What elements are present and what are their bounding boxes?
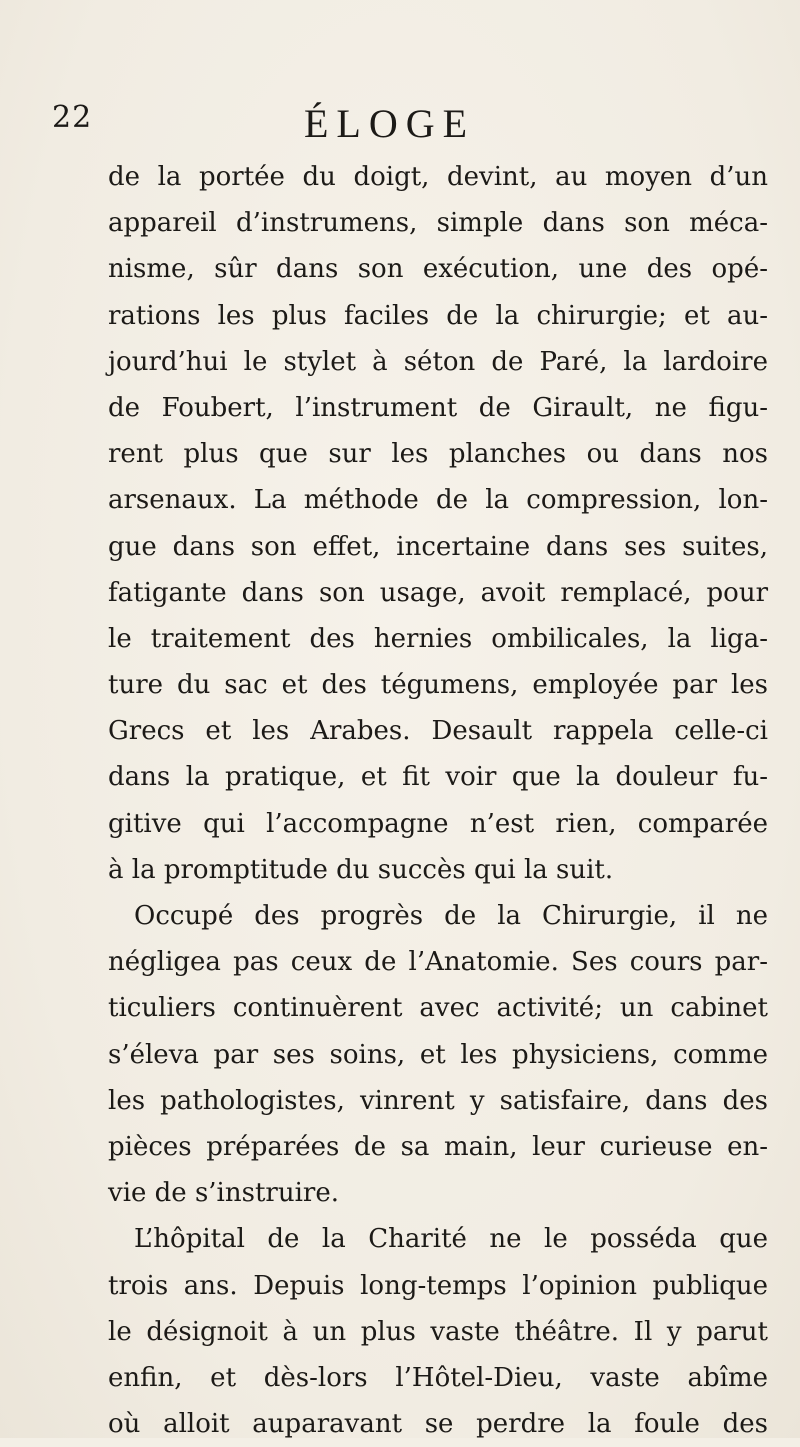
text-line: à la promptitude du succès qui la suit. [108,854,614,885]
text-line: ture du sac et des tégumens, employée par les [108,670,768,701]
text-line: le désignoit à un plus vaste théâtre. Il y parut [108,1316,768,1347]
text-line: appareil d’instrumens, simple dans son méca- [108,208,768,239]
text-line: rent plus que sur les planches ou dans nos [108,439,768,470]
text-line: jourd’hui le stylet à séton de Paré, la lardoire [108,346,768,377]
text-line: dans la pratique, et fit voir que la douleur fu- [108,762,768,793]
text-line: fatigante dans son usage, avoit remplacé, pour [108,577,768,608]
text-line: vie de s’instruire. [108,1178,339,1209]
text-line: Occupé des progrès de la Chirurgie, il ne [134,901,768,931]
text-line: le traitement des hernies ombilicales, la liga- [108,623,768,654]
body-text [108,154,768,1440]
text-line: gitive qui l’accompagne n’est rien, comparée [108,808,768,839]
text-line: nisme, sûr dans son exécution, une des opé- [108,254,768,285]
page-header [52,100,752,160]
text-line: négligea pas ceux de l’Anatomie. Ses cours par- [108,947,768,978]
text-line: arsenaux. La méthode de la compression, lon- [108,485,768,516]
text-line: les pathologistes, vinrent y satisfaire, dans des [108,1085,768,1116]
page-number: 22 [52,100,93,135]
text-line: enfin, et dès-lors l’Hôtel-Dieu, vaste abîme [108,1362,768,1393]
text-line: s’éleva par ses soins, et les physiciens, comme [108,1039,768,1070]
text-line: pièces préparées de sa main, leur curieuse en- [108,1131,768,1162]
text-line: L’hôpital de la Charité ne le posséda que [134,1224,768,1255]
text-line: rations les plus faciles de la chirurgie; et au- [108,300,768,331]
text-line: où alloit auparavant se perdre la foule des [108,1409,768,1440]
text-line: Grecs et les Arabes. Desault rappela celle-ci [108,716,768,747]
running-title: ÉLOGE [304,101,476,146]
text-line: de la portée du doigt, devint, au moyen d’un [108,162,768,192]
text-line: de Foubert, l’instrument de Girault, ne figu- [108,392,768,423]
text-line: ticuliers continuèrent avec activité; un cabinet [108,993,768,1024]
text-line: trois ans. Depuis long-temps l’opinion publique [108,1270,768,1301]
text-line: gue dans son effet, incertaine dans ses suites, [108,531,768,562]
